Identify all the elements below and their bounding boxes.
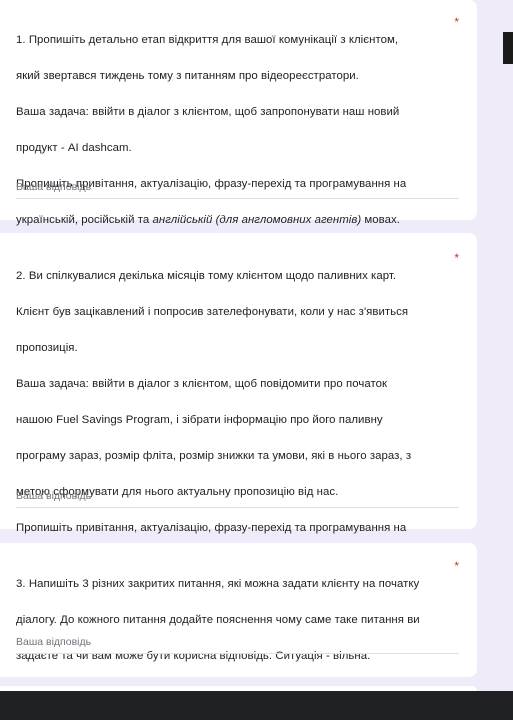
question-card-2 <box>0 233 477 534</box>
required-asterisk: * <box>454 15 459 29</box>
question-2-line-6: програму зараз, розмір фліта, розмір знижки та умови, які в нього зараз, з <box>16 450 412 462</box>
question-2-line-4: Ваша задача: ввійти в діалог з клієнтом, щоб повідомити про початок <box>16 378 388 390</box>
question-1-line-3: Ваша задача: ввійти в діалог з клієнтом, щоб запропонувати наш новий <box>16 106 400 118</box>
question-1-line-1: 1. Пропишіть детально етап відкриття для вашої комунікації з клієнтом, <box>16 34 399 46</box>
question-3-line-3: задаєте та чи вам може бути корисна відповідь. Ситуація - вільна. <box>16 650 371 662</box>
question-2-line-5: нашою Fuel Savings Program, і зібрати інформацію про його паливну <box>16 414 383 426</box>
question-2-line-7: метою сформувати для нього актуальну пропозицію від нас. <box>16 486 339 498</box>
required-asterisk: * <box>454 559 459 573</box>
answer-input-1[interactable] <box>16 176 459 199</box>
question-2-line-1: 2. Ви спілкувалися декілька місяців тому клієнтом щодо паливних карт. <box>16 270 397 282</box>
question-1-lang-suffix: мовах. <box>361 214 401 226</box>
question-card-3 <box>0 543 477 677</box>
question-3-line-2: діалогу. До кожного питання додайте пояснення чому саме таке питання ви <box>16 614 420 626</box>
question-1-lang-prefix: українській, російській та <box>16 214 153 226</box>
question-card-1 <box>0 0 477 226</box>
required-asterisk: * <box>454 251 459 265</box>
question-2-line-3: пропозиція. <box>16 342 78 354</box>
bottom-bar <box>0 691 513 720</box>
question-2-line-8: Пропишіть привітання, актуалізацію, фразу-перехід та програмування на <box>16 522 407 534</box>
question-3-line-1: 3. Напишіть 3 різних закритих питання, які можна задати клієнту на початку <box>16 578 420 590</box>
question-1-line-5: Пропишіть привітання, актуалізацію, фразу-перехід та програмування на <box>16 178 407 190</box>
answer-input-2[interactable] <box>16 485 459 508</box>
question-1-lang-italic: англійській (для англомовних агентів) <box>152 214 362 226</box>
question-1-line-4: продукт - AI dashcam. <box>16 142 132 154</box>
question-2-line-2: Клієнт був зацікавлений і попросив зателефонувати, коли у нас з'явиться <box>16 306 409 318</box>
background-edge <box>503 32 513 64</box>
question-1-line-2: який звертався тиждень тому з питанням про відеореєстратори. <box>16 70 359 82</box>
answer-input-3[interactable] <box>16 631 459 654</box>
